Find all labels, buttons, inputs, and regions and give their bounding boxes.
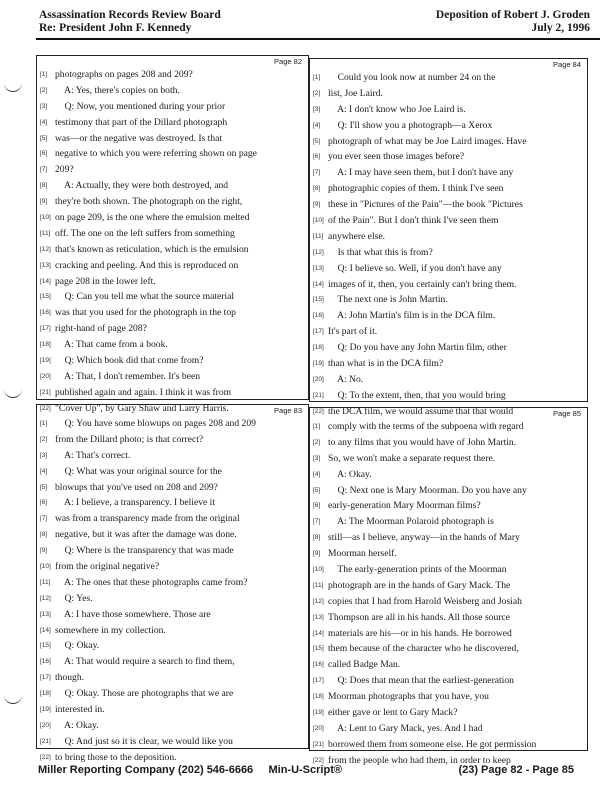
line-text: A: I believe, a transparency. I believe it [55, 497, 216, 509]
line-text: they're both shown. The photograph on the right, [55, 196, 243, 208]
line-number: [11] [40, 578, 51, 586]
transcript-line [40, 511, 305, 527]
line-number: [7] [313, 518, 321, 526]
punch-hole-mark [4, 388, 22, 398]
line-number: [14] [313, 629, 324, 637]
line-text: from the original negative? [55, 561, 160, 573]
line-number: [2] [40, 86, 48, 94]
transcript-line [313, 657, 584, 673]
line-number: [3] [40, 451, 48, 459]
line-number: [15] [313, 296, 324, 304]
transcript-line [40, 718, 305, 734]
line-text: Q: Do you have any John Martin film, other [328, 342, 507, 354]
line-text: copies that I had from Harold Weisberg and Josiah [328, 595, 522, 607]
line-number: [6] [313, 153, 321, 161]
line-number: [19] [40, 357, 51, 365]
transcript-line [313, 578, 584, 594]
line-number: [13] [40, 610, 51, 618]
line-text: A: That came from a book. [55, 339, 168, 351]
line-number: [6] [40, 150, 48, 158]
line-number: [20] [40, 721, 51, 729]
line-text: A: The ones that these photographs came from? [55, 576, 248, 588]
transcript-line [313, 530, 584, 546]
line-text: materials are his—or in his hands. He borrowed [328, 627, 512, 639]
line-number: [19] [313, 709, 324, 717]
line-text: photographic copies of them. I think I've seen [328, 183, 504, 195]
transcript-line [40, 242, 305, 258]
transcript-line [40, 591, 305, 607]
line-text: So, we won't make a separate request there. [328, 452, 496, 464]
line-number: [22] [313, 756, 324, 764]
line-text: Q: I believe so. Well, if you don't have any [328, 262, 502, 274]
transcript-line [313, 594, 584, 610]
transcript-line [40, 369, 305, 385]
line-text: right-hand of page 208? [55, 323, 147, 335]
line-text: A: Actually, they were both destroyed, and [55, 180, 229, 192]
transcript-line [40, 702, 305, 718]
transcript-line [40, 194, 305, 210]
line-number: [21] [40, 388, 51, 396]
line-number: [9] [40, 198, 48, 206]
line-text: somewhere in my collection. [55, 624, 166, 636]
line-number: [14] [40, 277, 51, 285]
line-text: A: Okay. [55, 719, 99, 731]
transcript-line [313, 356, 584, 372]
line-number: [11] [313, 232, 324, 240]
line-number: [16] [40, 658, 51, 666]
page-number: Page 83 [274, 406, 302, 415]
line-text: A: John Martin's film is in the DCA film. [328, 310, 496, 322]
transcript-line [40, 289, 305, 305]
transcript-line [313, 451, 584, 467]
transcript-line [40, 162, 305, 178]
transcript-line [40, 67, 305, 83]
line-number: [15] [313, 645, 324, 653]
line-number: [3] [313, 105, 321, 113]
transcript-line [313, 165, 584, 181]
transcript-line [40, 337, 305, 353]
line-text: published again and again. I think it was from [55, 386, 232, 398]
line-text: negative to which you were referring shown on page [55, 148, 257, 160]
line-number: [13] [313, 264, 324, 272]
line-number: [1] [40, 71, 48, 78]
line-number: [20] [40, 372, 51, 380]
line-number: [4] [313, 470, 321, 478]
transcript-line [313, 197, 584, 213]
transcript-line [40, 670, 305, 686]
line-number: [10] [40, 563, 51, 571]
transcript-line [313, 149, 584, 165]
line-number: [15] [40, 293, 51, 301]
line-number: [16] [313, 661, 324, 669]
line-text: Moorman herself. [328, 548, 397, 560]
line-number: [8] [313, 185, 321, 193]
transcript-line [313, 181, 584, 197]
line-text: Q: Okay. Those are photographs that we are [55, 688, 234, 700]
transcript-line [40, 432, 305, 448]
line-number: [7] [313, 169, 321, 177]
transcript-line [40, 448, 305, 464]
transcript-lines [40, 67, 305, 417]
line-text: A: I have those somewhere. Those are [55, 608, 211, 620]
transcript-line [40, 495, 305, 511]
line-number: [13] [40, 261, 51, 269]
transcript-line [40, 575, 305, 591]
line-number: [21] [40, 737, 51, 745]
transcript-line [40, 623, 305, 639]
line-text: A: That, I don't remember. It's been [55, 370, 201, 382]
line-text: A: No. [328, 373, 364, 385]
line-number: [8] [313, 534, 321, 542]
transcript-line [40, 638, 305, 654]
line-text: Q: Yes. [55, 592, 93, 604]
line-text: from the Dillard photo; is that correct? [55, 433, 204, 445]
line-text: It's part of it. [328, 326, 378, 338]
line-number: [12] [40, 594, 51, 602]
line-text: Moorman photographs that you have, you [328, 691, 489, 703]
line-number: [13] [313, 613, 324, 621]
line-number: [11] [313, 581, 324, 589]
line-number: [8] [40, 531, 48, 539]
line-text: Q: Now, you mentioned during your prior [55, 100, 226, 112]
line-number: [18] [313, 344, 324, 352]
line-number: [4] [313, 121, 321, 129]
line-number: [14] [40, 626, 51, 634]
punch-hole-mark [4, 82, 22, 92]
transcript-line [40, 543, 305, 559]
line-text: them because of the character who he discovered, [328, 643, 519, 655]
transcript-line [313, 673, 584, 689]
line-number: [21] [313, 740, 324, 748]
line-text: from the people who had them, in order to keep [328, 754, 511, 766]
line-text: was from a transparency made from the original [55, 513, 240, 525]
line-number: [3] [313, 454, 321, 462]
line-text: The early-generation prints of the Moorman [328, 564, 507, 576]
line-number: [5] [313, 486, 321, 494]
transcript-line [40, 274, 305, 290]
transcript-line [313, 229, 584, 245]
transcript-line [313, 102, 584, 118]
line-number: [18] [313, 693, 324, 701]
footer-company: Miller Reporting Company (202) 546-6666 [38, 764, 254, 776]
transcript-line [40, 527, 305, 543]
transcript-line [40, 305, 305, 321]
line-number: [22] [40, 753, 51, 761]
line-text: cracking and peeling. And this is reproduced on [55, 259, 239, 271]
line-number: [9] [313, 201, 321, 209]
line-text: A: I don't know who Joe Laird is. [328, 103, 466, 115]
line-text: 209? [55, 164, 74, 176]
line-text: interested in. [55, 704, 105, 716]
line-text: A: That's correct. [55, 449, 131, 461]
line-text: Q: To the extent, then, that you would bring [328, 389, 506, 401]
header-deposition: Deposition of Robert J. Groden [435, 9, 590, 21]
line-text: A: That would require a search to find them, [55, 656, 235, 668]
line-text: Q: Where is the transparency that was made [55, 545, 234, 557]
transcript-line [313, 245, 584, 261]
line-number: [22] [40, 404, 51, 412]
line-number: [12] [313, 248, 324, 256]
line-text: A: Lent to Gary Mack, yes. And I had [328, 722, 483, 734]
line-text: called Badge Man. [328, 659, 401, 671]
line-text: Q: I'll show you a photograph—a Xerox [328, 119, 493, 131]
line-number: [3] [40, 102, 48, 110]
transcript-line [313, 261, 584, 277]
line-text: Q: Okay. [55, 640, 100, 652]
line-number: [17] [40, 325, 51, 333]
transcript-line [313, 292, 584, 308]
line-number: [14] [313, 280, 324, 288]
line-number: [16] [40, 309, 51, 317]
transcript-line [313, 562, 584, 578]
transcript-line [313, 308, 584, 324]
line-number: [19] [313, 360, 324, 368]
line-text: early-generation Mary Moorman films? [328, 500, 481, 512]
line-text: testimony that part of the Dillard photograph [55, 116, 228, 128]
transcript-line [313, 514, 584, 530]
transcript-line [313, 737, 584, 753]
header-left [39, 9, 221, 35]
line-text: to bring those to the deposition. [55, 751, 177, 763]
line-number: [2] [313, 89, 321, 97]
line-text: these in "Pictures of the Pain"—the book "Pictures [328, 199, 523, 211]
line-text: the DCA film, we would assume that that would [328, 405, 514, 417]
line-text: negative, but it was after the damage was done. [55, 529, 237, 541]
line-number: [19] [40, 706, 51, 714]
line-text: photograph of what may be Joe Laird images. Have [328, 135, 527, 147]
transcript-line [313, 689, 584, 705]
line-text: Thompson are all in his hands. All those source [328, 611, 510, 623]
transcript-lines [313, 419, 584, 769]
line-text: Q: Does that mean that the earliest-generation [328, 675, 514, 687]
line-text: comply with the terms of the subpoena with regard [328, 421, 524, 432]
line-text: on page 209, is the one where the emulsion melted [55, 212, 250, 224]
footer-product: Min-U-Script® [268, 764, 342, 776]
footer-left [38, 764, 342, 777]
line-number: [5] [40, 134, 48, 142]
transcript-line [313, 721, 584, 737]
line-number: [1] [40, 420, 48, 427]
line-text: page 208 in the lower left. [55, 275, 156, 287]
line-number: [9] [40, 547, 48, 555]
transcript-line [313, 86, 584, 102]
transcript-line [313, 435, 584, 451]
transcript-page-85 [309, 407, 588, 766]
line-text: though. [55, 672, 85, 684]
transcript-line [40, 210, 305, 226]
transcript-line [313, 467, 584, 483]
transcript-line [40, 686, 305, 702]
line-text: that's known as reticulation, which is the emulsion [55, 243, 249, 255]
line-text: Q: What was your original source for the [55, 465, 222, 477]
line-text: photograph are in the hands of Gary Mack. The [328, 579, 511, 591]
line-text: anywhere else. [328, 230, 386, 242]
header-re: Re: President John F. Kennedy [39, 22, 192, 34]
header-rule [36, 38, 600, 40]
transcript-line [313, 419, 584, 435]
line-number: [5] [40, 483, 48, 491]
transcript-line [313, 134, 584, 150]
transcript-line [40, 258, 305, 274]
line-number: [10] [313, 217, 324, 225]
transcript-line [40, 607, 305, 623]
line-text: The next one is John Martin. [328, 294, 448, 306]
line-text: photographs on pages 208 and 209? [55, 69, 193, 80]
line-text: blowups that you've used on 208 and 209? [55, 481, 218, 493]
line-number: [22] [313, 407, 324, 415]
transcript-line [40, 131, 305, 147]
transcript-line [313, 340, 584, 356]
transcript-line [40, 734, 305, 750]
line-number: [10] [40, 214, 51, 222]
transcript-lines [313, 70, 584, 420]
line-number: [17] [40, 674, 51, 682]
transcript-line [40, 178, 305, 194]
transcript-line [313, 213, 584, 229]
line-number: [17] [313, 677, 324, 685]
line-number: [15] [40, 642, 51, 650]
transcript-line [313, 483, 584, 499]
transcript-line [313, 641, 584, 657]
transcript-line [40, 559, 305, 575]
header-org: Assassination Records Review Board [39, 9, 221, 21]
line-number: [20] [313, 375, 324, 383]
line-number: [16] [313, 312, 324, 320]
transcript-line [40, 99, 305, 115]
line-text: of the Pain". But I don't think I've seen them [328, 215, 499, 227]
transcript-line [313, 388, 584, 404]
line-text: list, Joe Laird. [328, 87, 383, 99]
line-number: [6] [40, 499, 48, 507]
line-text: A: I may have seen them, but I don't have any [328, 167, 514, 179]
line-text: Q: Next one is Mary Moorman. Do you have any [328, 484, 527, 496]
transcript-line [40, 146, 305, 162]
transcript-line [40, 321, 305, 337]
line-text: was that you used for the photograph in the top [55, 307, 236, 319]
line-number: [4] [40, 467, 48, 475]
line-number: [12] [313, 597, 324, 605]
transcript-line [313, 498, 584, 514]
line-text: was—or the negative was destroyed. Is that [55, 132, 223, 144]
line-text: Q: You have some blowups on pages 208 and 209 [55, 418, 256, 429]
line-number: [6] [313, 502, 321, 510]
line-number: [8] [40, 182, 48, 190]
page-number: Page 82 [274, 57, 302, 66]
transcript-line [313, 610, 584, 626]
transcript-lines [40, 416, 305, 766]
line-number: [18] [40, 690, 51, 698]
line-number: [5] [313, 137, 321, 145]
line-text: A: Yes, there's copies on both. [55, 84, 180, 96]
transcript-line [313, 277, 584, 293]
line-number: [10] [313, 566, 324, 574]
line-text: off. The one on the left suffers from something [55, 227, 235, 239]
line-text: images of it, then, you certainly can't bring them. [328, 278, 517, 290]
header-right [436, 9, 590, 35]
line-text: still—as I believe, anyway—in the hands of Mary [328, 532, 520, 544]
transcript-line [313, 626, 584, 642]
line-number: [9] [313, 550, 321, 558]
line-text: Q: Can you tell me what the source material [55, 291, 235, 303]
transcript-line [40, 464, 305, 480]
line-text: A: Okay. [328, 468, 372, 480]
transcript-line [40, 226, 305, 242]
line-text: borrowed them from someone else. He got permission [328, 738, 537, 750]
line-text: than what is in the DCA film? [328, 358, 444, 370]
page-number: Page 84 [553, 60, 581, 69]
transcript-line [313, 546, 584, 562]
line-number: [17] [313, 328, 324, 336]
footer-page-range: (23) Page 82 - Page 85 [458, 764, 574, 776]
line-text: "Cover Up", by Gary Shaw and Larry Harris. [55, 402, 229, 414]
transcript-line [40, 115, 305, 131]
transcript-line [40, 416, 305, 432]
line-text: you ever seen those images before? [328, 151, 465, 163]
transcript-line [40, 353, 305, 369]
line-number: [11] [40, 229, 51, 237]
line-number: [18] [40, 341, 51, 349]
line-text: A: The Moorman Polaroid photograph is [328, 516, 494, 528]
transcript-line [313, 70, 584, 86]
line-number: [1] [313, 423, 321, 430]
page-number: Page 85 [553, 409, 581, 418]
line-number: [2] [313, 438, 321, 446]
transcript-line [40, 654, 305, 670]
line-number: [7] [40, 166, 48, 174]
line-text: Q: And just so it is clear, we would like you [55, 735, 233, 747]
transcript-page-83 [36, 404, 309, 763]
line-text: either gave or lent to Gary Mack? [328, 707, 458, 719]
line-text: Q: Which book did that come from? [55, 355, 204, 367]
punch-hole-mark [4, 694, 22, 704]
line-text: Could you look now at number 24 on the [328, 72, 496, 83]
line-number: [21] [313, 391, 324, 399]
line-number: [4] [40, 118, 48, 126]
line-number: [1] [313, 74, 321, 81]
transcript-line [313, 324, 584, 340]
line-number: [7] [40, 515, 48, 523]
transcript-line [40, 83, 305, 99]
transcript-line [40, 480, 305, 496]
line-text: Is that what this is from? [328, 246, 433, 258]
line-text: to any films that you would have of John Martin. [328, 436, 517, 448]
line-number: [2] [40, 435, 48, 443]
line-number: [20] [313, 724, 324, 732]
transcript-line [40, 385, 305, 401]
line-number: [12] [40, 245, 51, 253]
header-date: July 2, 1996 [531, 22, 590, 34]
transcript-line [313, 372, 584, 388]
transcript-line [313, 118, 584, 134]
transcript-line [313, 705, 584, 721]
